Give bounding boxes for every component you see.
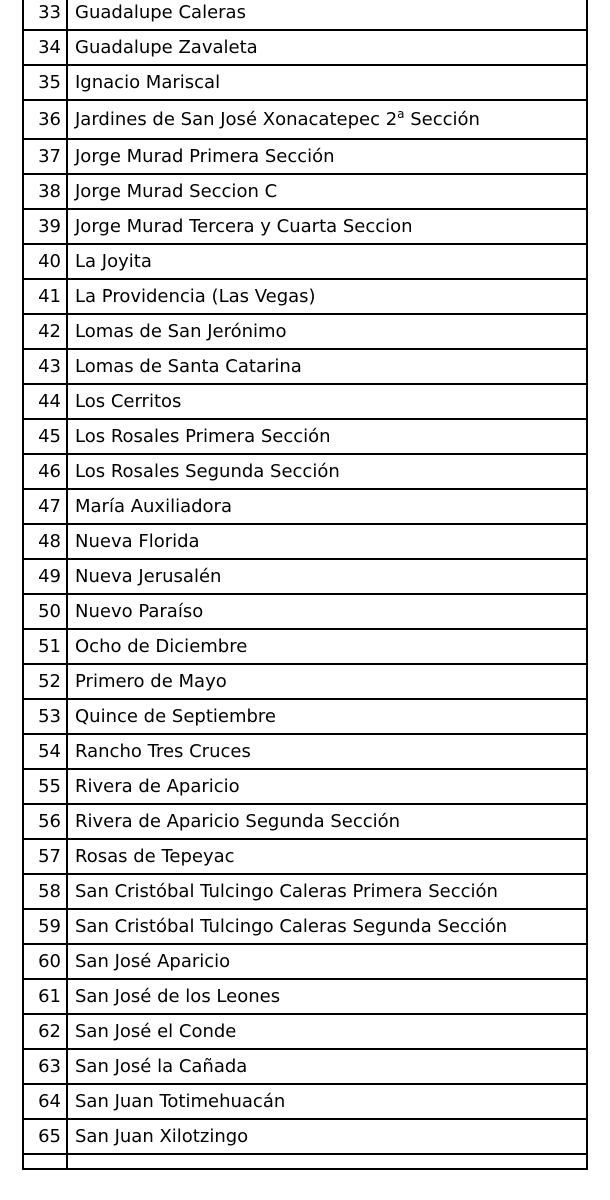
table-row — [23, 0, 587, 30]
colonia-name: La Joyita — [67, 244, 587, 279]
table-row — [23, 279, 587, 314]
row-number: 51 — [23, 629, 67, 664]
row-number: 40 — [23, 244, 67, 279]
colonia-name: Jorge Murad Seccion C — [67, 174, 587, 209]
row-number: 59 — [23, 909, 67, 944]
row-number: 49 — [23, 559, 67, 594]
row-number: 36 — [23, 100, 67, 139]
row-number: 41 — [23, 279, 67, 314]
colonia-name: San Cristóbal Tulcingo Caleras Primera Sección — [67, 874, 587, 909]
row-number: 48 — [23, 524, 67, 559]
table-row — [23, 100, 587, 139]
row-number: 34 — [23, 30, 67, 65]
row-number: 47 — [23, 489, 67, 524]
row-number: 46 — [23, 454, 67, 489]
table-row — [23, 909, 587, 944]
row-number: 52 — [23, 664, 67, 699]
table-row — [23, 30, 587, 65]
table-row — [23, 174, 587, 209]
table-row — [23, 524, 587, 559]
colonia-name: San Cristóbal Tulcingo Caleras Segunda Sección — [67, 909, 587, 944]
colonia-name: María Auxiliadora — [67, 489, 587, 524]
ordinal-superscript: a — [397, 107, 405, 121]
colonia-name-text: Jardines de San José Xonacatepec 2 — [75, 109, 398, 130]
row-number: 58 — [23, 874, 67, 909]
table-row — [23, 419, 587, 454]
row-number: 50 — [23, 594, 67, 629]
table-row — [23, 384, 587, 419]
colonia-name: San Juan Xilotzingo — [67, 1119, 587, 1154]
table-row — [23, 65, 587, 100]
colonia-name: Lomas de Santa Catarina — [67, 349, 587, 384]
colonia-name: Rivera de Aparicio Segunda Sección — [67, 804, 587, 839]
table-row — [23, 699, 587, 734]
colonia-name: Los Cerritos — [67, 384, 587, 419]
row-number: 55 — [23, 769, 67, 804]
table-row — [23, 1154, 587, 1169]
colonia-name: San Juan Totimehuacán — [67, 1084, 587, 1119]
table-row — [23, 769, 587, 804]
row-number: 56 — [23, 804, 67, 839]
table-row — [23, 1014, 587, 1049]
table-row — [23, 209, 587, 244]
row-number: 37 — [23, 139, 67, 174]
row-number: 33 — [23, 0, 67, 30]
colonia-name — [67, 100, 587, 139]
colonias-table — [22, 0, 588, 1170]
table-row — [23, 314, 587, 349]
table-row — [23, 244, 587, 279]
colonia-name: Nueva Jerusalén — [67, 559, 587, 594]
colonia-name: San José el Conde — [67, 1014, 587, 1049]
colonia-name: Guadalupe Caleras — [67, 0, 587, 30]
row-number: 45 — [23, 419, 67, 454]
table-row — [23, 629, 587, 664]
colonia-name: Rivera de Aparicio — [67, 769, 587, 804]
row-number: 57 — [23, 839, 67, 874]
table-row — [23, 979, 587, 1014]
colonia-name: Ignacio Mariscal — [67, 65, 587, 100]
table-row — [23, 839, 587, 874]
colonia-name: Ocho de Diciembre — [67, 629, 587, 664]
colonia-name: San José de los Leones — [67, 979, 587, 1014]
table-row — [23, 349, 587, 384]
colonia-name — [67, 1154, 587, 1169]
colonia-name: Nuevo Paraíso — [67, 594, 587, 629]
colonia-name: Primero de Mayo — [67, 664, 587, 699]
table-row — [23, 944, 587, 979]
row-number: 35 — [23, 65, 67, 100]
colonia-name: Guadalupe Zavaleta — [67, 30, 587, 65]
row-number: 64 — [23, 1084, 67, 1119]
table-row — [23, 139, 587, 174]
row-number: 54 — [23, 734, 67, 769]
row-number: 63 — [23, 1049, 67, 1084]
row-number: 44 — [23, 384, 67, 419]
colonia-name: San José Aparicio — [67, 944, 587, 979]
row-number — [23, 1154, 67, 1169]
colonia-name: San José la Cañada — [67, 1049, 587, 1084]
table-row — [23, 804, 587, 839]
colonia-name: Lomas de San Jerónimo — [67, 314, 587, 349]
colonia-name: Los Rosales Segunda Sección — [67, 454, 587, 489]
colonia-name: Los Rosales Primera Sección — [67, 419, 587, 454]
row-number: 62 — [23, 1014, 67, 1049]
row-number: 61 — [23, 979, 67, 1014]
table-row — [23, 664, 587, 699]
row-number: 53 — [23, 699, 67, 734]
row-number: 43 — [23, 349, 67, 384]
table-row — [23, 594, 587, 629]
table-row — [23, 454, 587, 489]
row-number: 42 — [23, 314, 67, 349]
colonia-name: Jorge Murad Tercera y Cuarta Seccion — [67, 209, 587, 244]
colonia-name: Rancho Tres Cruces — [67, 734, 587, 769]
table-row — [23, 734, 587, 769]
colonia-name: Jorge Murad Primera Sección — [67, 139, 587, 174]
table-row — [23, 1119, 587, 1154]
table-row — [23, 874, 587, 909]
table-row — [23, 1049, 587, 1084]
colonia-name: La Providencia (Las Vegas) — [67, 279, 587, 314]
table-row — [23, 559, 587, 594]
colonia-name: Quince de Septiembre — [67, 699, 587, 734]
row-number: 60 — [23, 944, 67, 979]
row-number: 39 — [23, 209, 67, 244]
table-row — [23, 1084, 587, 1119]
row-number: 38 — [23, 174, 67, 209]
colonias-table-container — [22, 0, 588, 1170]
table-row — [23, 489, 587, 524]
colonias-table-body — [23, 0, 587, 1169]
colonia-name: Nueva Florida — [67, 524, 587, 559]
colonia-name-suffix: Sección — [404, 109, 480, 130]
colonia-name: Rosas de Tepeyac — [67, 839, 587, 874]
row-number: 65 — [23, 1119, 67, 1154]
